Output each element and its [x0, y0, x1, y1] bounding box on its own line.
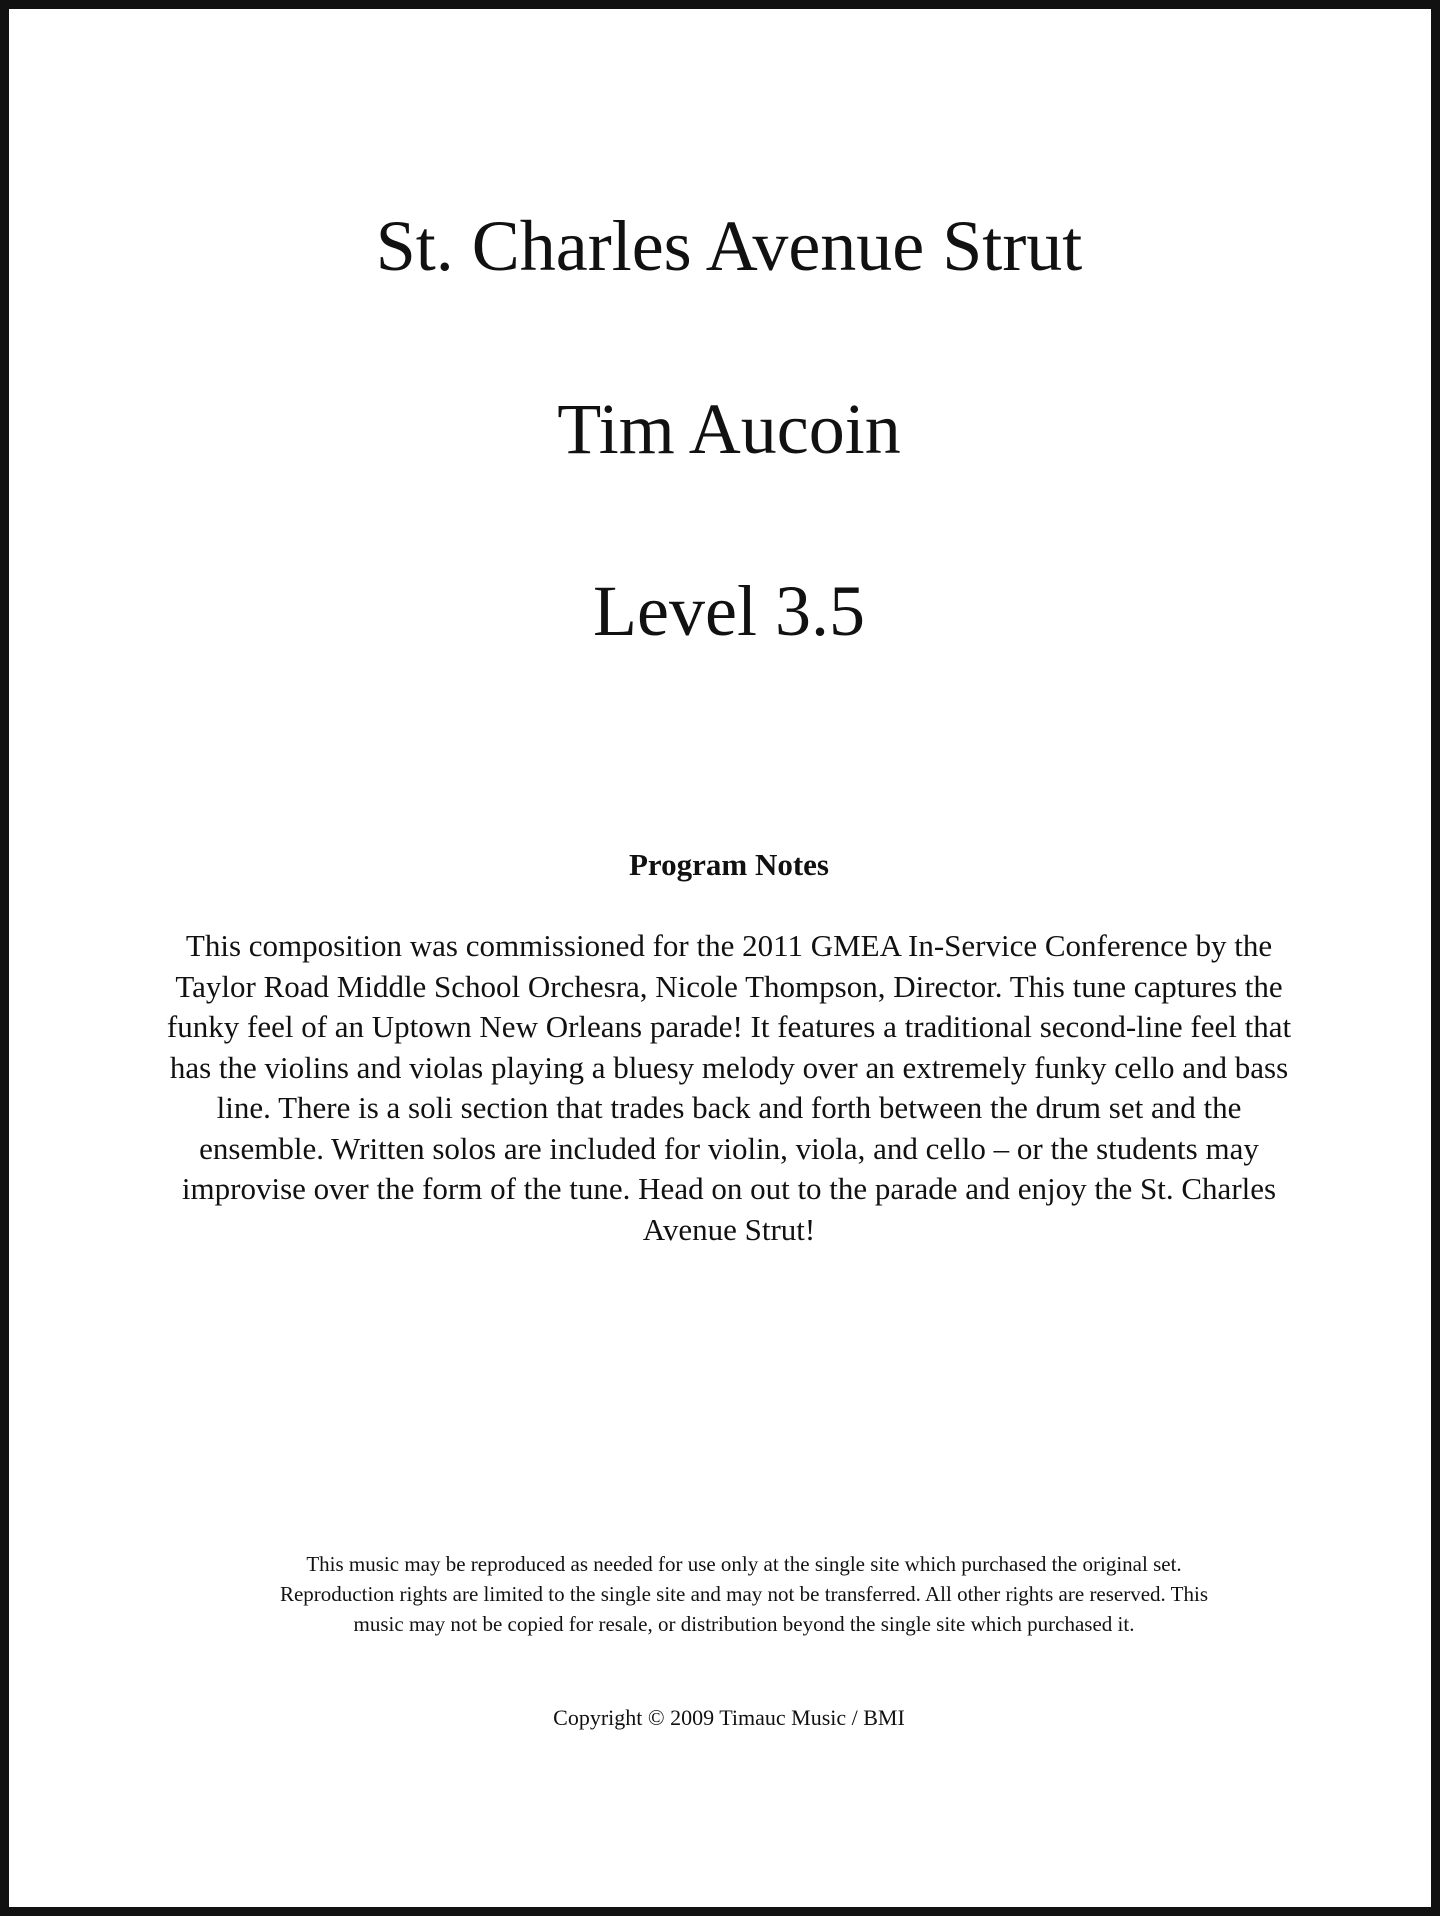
difficulty-level: Level 3.5: [593, 571, 865, 651]
program-notes-body: This composition was commissioned for the 2011 GMEA In-Service Conference by the Taylor Road Middle School Orchesra, Nicole Thompson, Director. This tune captures the funky feel of an Uptown New Orleans parade! It features a traditional second-line feel that has the violins and violas playing a bluesy melody over an extremely funky cello and bass line. There is a soli section that trades back and forth between the drum set and the ensemble. Written solos are included for violin, viola, and cello – or the students may improvise over the form of the tune. Head on out to the parade and enjoy the St. Charles Avenue Strut!: [166, 928, 1292, 1247]
copyright-line: Copyright © 2009 Timauc Music / BMI: [553, 1705, 905, 1730]
reproduction-rights-notice: This music may be reproduced as needed for use only at the single site which purchased the original set. Reproduction rights are limited to the single site and may not be transferred. All other rights are reserved. This music may not be copied for resale, or distribution beyond the single site which purchased it.: [279, 1552, 1209, 1636]
piece-title: St. Charles Avenue Strut: [375, 206, 1083, 286]
program-notes-heading: Program Notes: [628, 847, 829, 882]
composer-name: Tim Aucoin: [557, 389, 901, 469]
